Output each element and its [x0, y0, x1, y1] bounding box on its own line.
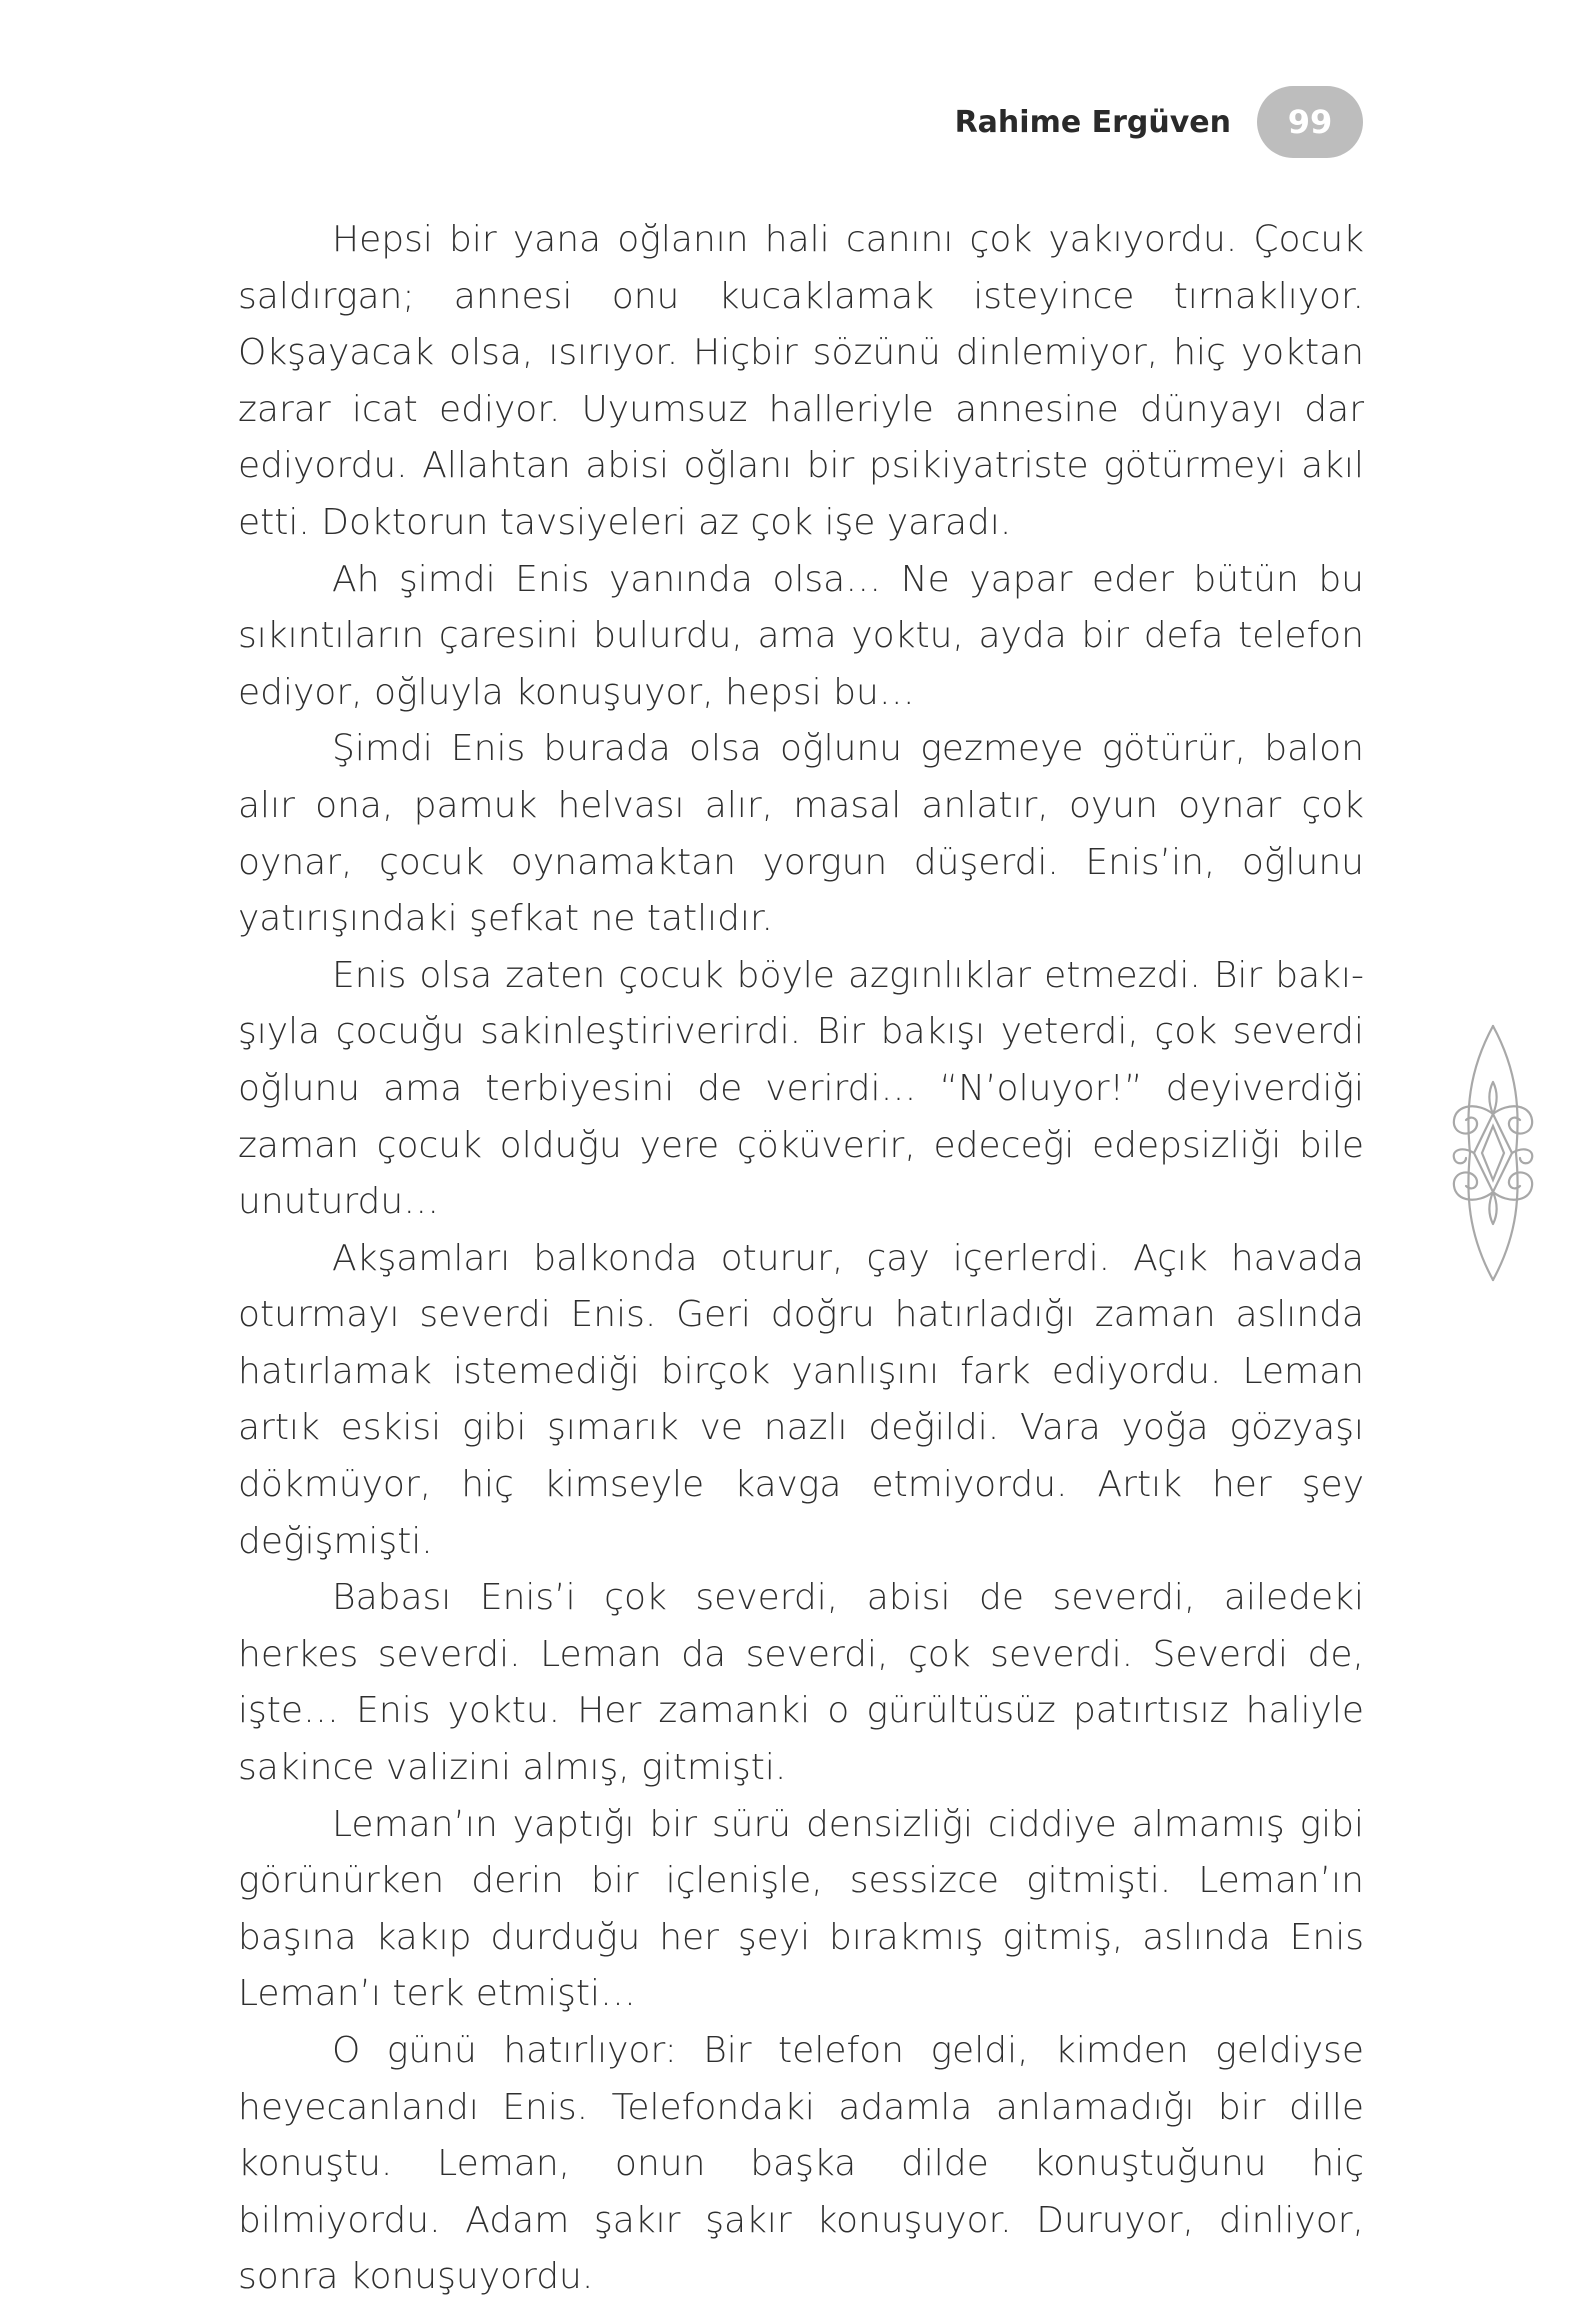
- page-number-badge: 99: [1257, 86, 1363, 158]
- paragraph: Şimdi Enis burada olsa oğlunu gezmeye götürür, balon alır ona, pamuk helvası alır, masal anlatır, oyun oynar çok oynar, çocuk oynamaktan yorgun düşerdi. Enis’in, oğlunu yatırışındaki şefkat ne tatlıdır.: [238, 728, 1364, 940]
- author-name: Rahime Ergüven: [954, 104, 1231, 140]
- paragraph: Enis olsa zaten çocuk böyle azgınlıklar etmezdi. Bir bakışıyla çocuğu sakinleştiriverirdi. Bir bakışı yeterdi, çok severdi oğlunu ama terbiyesini de verirdi… “N’oluyor!” deyiverdiği zaman çocuk olduğu yere çöküverir, edeceği edepsizliği bile unuturdu…: [238, 954, 1364, 1223]
- paragraph: Babası Enis’i çok severdi, abisi de severdi, ailedeki herkes severdi. Leman da severdi, çok severdi. Severdi de, işte… Enis yoktu. Her zamanki o gürültüsüz patırtısız haliyle sakince valizini almış, gitmişti.: [238, 1577, 1364, 1789]
- paragraph: O günü hatırlıyor: Bir telefon geldi, kimden geldiyse heyecanlandı Enis. Telefondaki adamla anlamadığı bir dille konuştu. Leman, onun başka dilde konuştuğunu hiç bilmiyordu. Adam şakır şakır konuşuyor. Duruyor, dinliyor, sonra konuşuyordu.: [238, 2030, 1364, 2298]
- paragraph: Leman’ın yaptığı bir sürü densizliği ciddiye almamış gibi görünürken derin bir içlenişle, sessizce gitmişti. Leman’ın başına kakıp durduğu her şeyi bırakmış gitmiş, aslında Enis Leman’ı terk etmişti…: [238, 1803, 1364, 2015]
- paragraph: Akşamları balkonda oturur, çay içerlerdi. Açık havada oturmayı severdi Enis. Geri doğru hatırladığı zaman aslında hatırlamak istemediği birçok yanlışını fark ediyordu. Leman artık eskisi gibi şımarık ve nazlı değildi. Vara yoğa gözyaşı dökmüyor, hiç kimseyle kavga etmiyordu. Artık her şey değişmişti.: [238, 1237, 1364, 1562]
- paragraph: Hepsi bir yana oğlanın hali canını çok yakıyordu. Çocuk saldırgan; annesi onu kucaklamak isteyince tırnaklıyor. Okşayacak olsa, ısırıyor. Hiçbir sözünü dinlemiyor, hiç yoktan zarar icat ediyor. Uyumsuz halleriyle annesine dünyayı dar ediyordu. Allahtan abisi oğlanı bir psikiyatriste götürmeyi akıl etti. Doktorun tavsiyeleri az çok işe yaradı.: [238, 219, 1364, 543]
- floral-ornament-icon: [1448, 1022, 1538, 1284]
- paragraph: Ah şimdi Enis yanında olsa… Ne yapar eder bütün bu sıkıntıların çaresini bulurdu, ama yoktu, ayda bir defa telefon ediyor, oğluyla konuşuyor, hepsi bu…: [238, 558, 1364, 713]
- running-header: [955, 82, 1363, 162]
- body-text: [238, 212, 1364, 2306]
